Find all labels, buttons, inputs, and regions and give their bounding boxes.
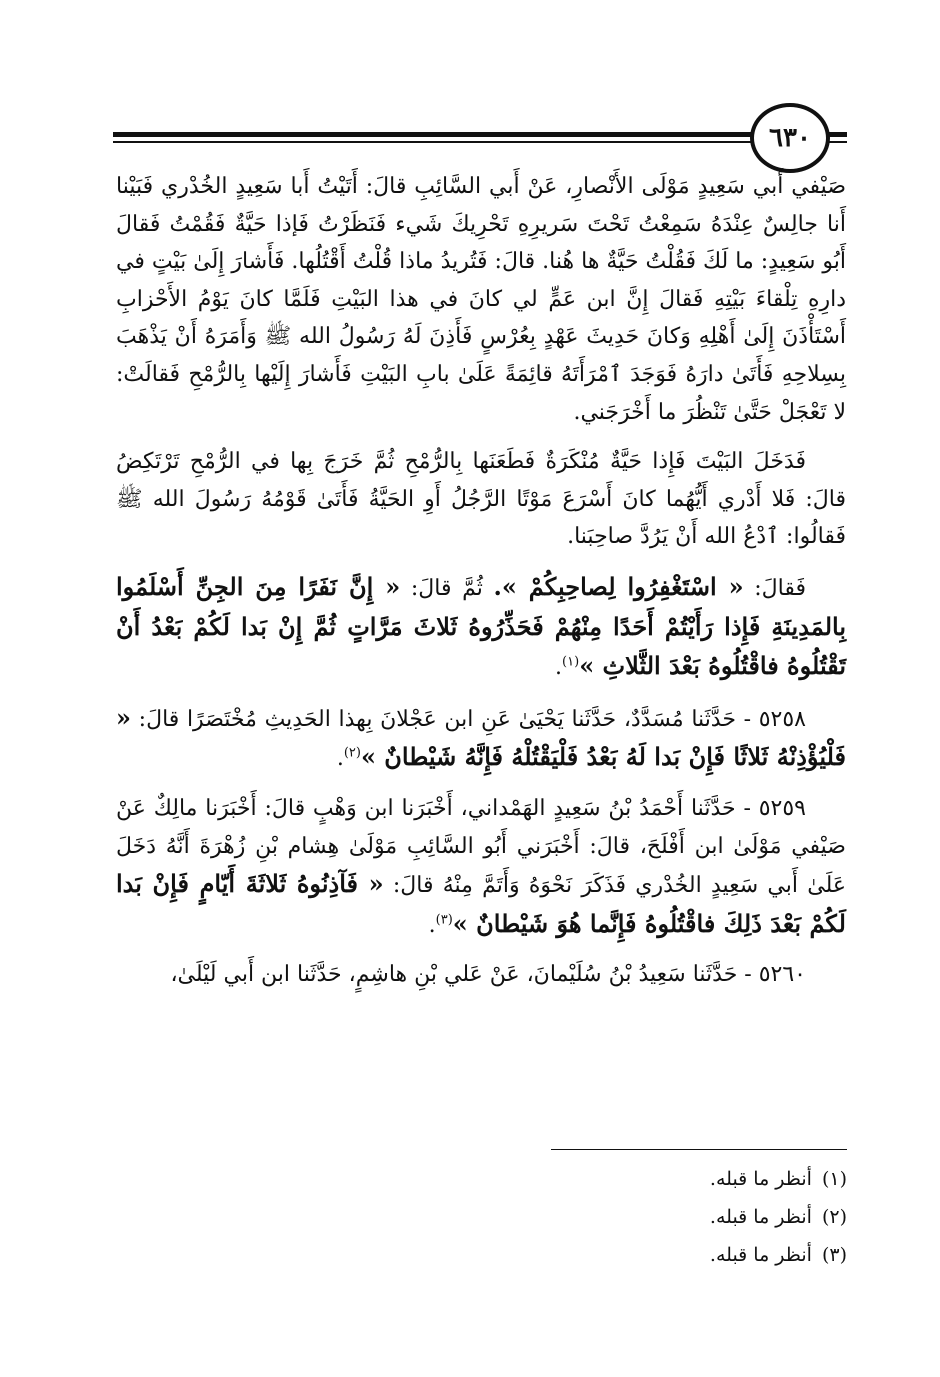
hadith-quote: « اسْتَغْفِرُوا لِصاحِبِكُمْ ». — [493, 571, 744, 601]
paragraph — [116, 699, 846, 778]
footnote — [551, 1236, 847, 1274]
paragraph — [116, 568, 846, 687]
paragraph — [116, 790, 846, 944]
header-rule-thin — [113, 141, 758, 143]
footnote-number: (١) — [821, 1168, 847, 1190]
footnote-separator — [551, 1149, 847, 1150]
paragraph-text: ٥٢٥٩ - حَدَّثَنا أَحْمَدُ بْنُ سَعِيدٍ الهَمْداني، أَخْبَرَنا ابن وَهْبٍ قالَ: أَخْبَرَنا مالِكٌ عَنْ صَيْفي مَوْلَىٰ ابن أَفْلَحَ، قالَ: أَخْبَرَني أَبُو السَّائِبِ مَوْلَىٰ هِشام بْنِ زُهْرَةَ أَنَّهُ دَخَلَ عَلَىٰ أَبي سَعِيدٍ الخُدْري فَذَكَرَ نَحْوَهُ وَأَتَمَّ مِنْهُ قالَ: — [116, 795, 846, 899]
footnote-marker: (٣) — [435, 912, 453, 928]
paragraph — [116, 168, 846, 431]
footnote-text: أنظر ما قبله. — [709, 1244, 812, 1266]
hadith-quote: « إِنَّ نَفَرًا مِنَ الجِنِّ أَسْلَمُوا بِالمَدِينَةِ فَإِذا رَأَيْتُمْ أَحَدًا مِنْهُمْ فَحَذِّرُوهُ ثَلاثَ مَرَّاتٍ ثُمَّ إِنْ بَدا لَكُمْ بَعْدُ أَنْ تَقْتُلُوهُ فاقْتُلُوهُ بَعْدَ الثَّلاثِ » — [116, 571, 846, 681]
footnote-number: (٣) — [821, 1244, 847, 1266]
hadith-quote: « فَآذِنُوهُ ثَلاثَةَ أَيّامٍ فَإِنْ بَدا لَكُمْ بَعْدَ ذَلِكَ فاقْتُلُوهُ فَإِنَّما هُوَ شَيْطانٌ » — [116, 869, 846, 938]
hadith-quote: « فَلْيُؤْذِنْهُ ثَلاثًا فَإِنْ بَدا لَهُ بَعْدُ فَلْيَقْتُلْهُ فَإِنَّهُ شَيْطانٌ » — [116, 702, 846, 772]
footnote-marker: (٢) — [343, 745, 361, 761]
paragraph-end-punctuation: . — [428, 912, 436, 938]
paragraph — [116, 443, 846, 556]
paragraph — [116, 956, 846, 994]
footnote-marker: (١) — [562, 654, 580, 670]
footnote — [551, 1198, 847, 1236]
paragraph-end-punctuation: . — [555, 655, 563, 681]
main-text — [116, 168, 846, 994]
paragraph-text: ٥٢٦٠ - حَدَّثَنا سَعِيدُ بْنُ سُلَيْمانَ، عَنْ عَلي بْنِ هاشِمٍ، حَدَّثَنا ابن أَبي لَيْلَىٰ، — [170, 962, 806, 988]
paragraph-text: صَيْفي أَبي سَعِيدٍ مَوْلَى الأَنْصارِ، عَنْ أَبي السَّائِبِ قالَ: أَتَيْتُ أَبا سَعِيدٍ الخُدْري فَبَيْنا أَنا جالِسٌ عِنْدَهُ سَمِعْتُ تَحْتَ سَريرِهِ تَحْرِيكَ شَيء فَنَظَرْتُ فَإذا حَيَّةٌ فَقُمْتُ فَقالَ أَبُو سَعِيدٍ: ما لَكَ فَقُلْتُ حَيَّةٌ ها هُنا. قالَ: فَتُريدُ ماذا قُلْتُ أَقْتُلُها. فَأَشارَ إِلَىٰ بَيْتٍ في دارِهِ تِلْقاءَ بَيْتِهِ فَقالَ إِنَّ ابن عَمٍّ لي كانَ في هذا البَيْتِ فَلَمَّا كانَ يَوْمُ الأَحْزابِ أَسْتَأْذَنَ إِلَىٰ أَهْلِهِ وَكانَ حَدِيثَ عَهْدٍ بِعُرْسٍ فَأَذِنَ لَهُ رَسُولُ الله ﷺ وَأَمَرَهُ أَنْ يَذْهَبَ بِسِلاحِهِ فَأَتَىٰ دارَهُ فَوَجَدَ ٱمْرَأَتَهُ قائِمَةً عَلَىٰ بابِ البَيْتِ فَأَشارَ إِلَيْها بِالرُّمْحِ فَقالَتْ: لا تَعْجَلْ حَتَّىٰ تَنْظُرَ ما أَخْرَجَني. — [116, 174, 847, 425]
paragraph-text: فَدَخَلَ البَيْتَ فَإِذا حَيَّةٌ مُنْكَرَةٌ فَطَعَنَها بِالرُّمْحِ ثُمَّ خَرَجَ بِها في الرُّمْحِ تَرْتَكِضُ قالَ: فَلا أَدْري أَيُّهُما كانَ أَسْرَعَ مَوْتًا الرَّجُلُ أَوِ الحَيَّةُ فَأَتَىٰ قَوْمُهُ رَسُولَ الله ﷺ فَقالُوا: ٱدْعُ الله أَنْ يَرُدَّ صاحِبَنا. — [116, 449, 846, 550]
paragraph-end-punctuation: . — [336, 746, 344, 772]
footnote — [551, 1160, 847, 1198]
footnotes — [551, 1160, 847, 1274]
footnote-text: أنظر ما قبله. — [709, 1206, 812, 1228]
paragraph-text: فَقالَ: — [743, 575, 806, 601]
paragraph-text: ثُمَّ قالَ: — [400, 575, 494, 601]
paragraph-text: ٥٢٥٨ - حَدَّثَنا مُسَدَّدٌ، حَدَّثَنا يَحْيَىٰ عَنِ ابن عَجْلانَ بِهذا الحَدِيثِ مُخْتَصَرًا قالَ: — [131, 706, 806, 732]
footnote-text: أنظر ما قبله. — [709, 1168, 812, 1190]
footnote-number: (٢) — [821, 1206, 847, 1228]
header-rule-thick — [113, 132, 758, 137]
page-number: ٦٣٠ — [750, 103, 830, 173]
